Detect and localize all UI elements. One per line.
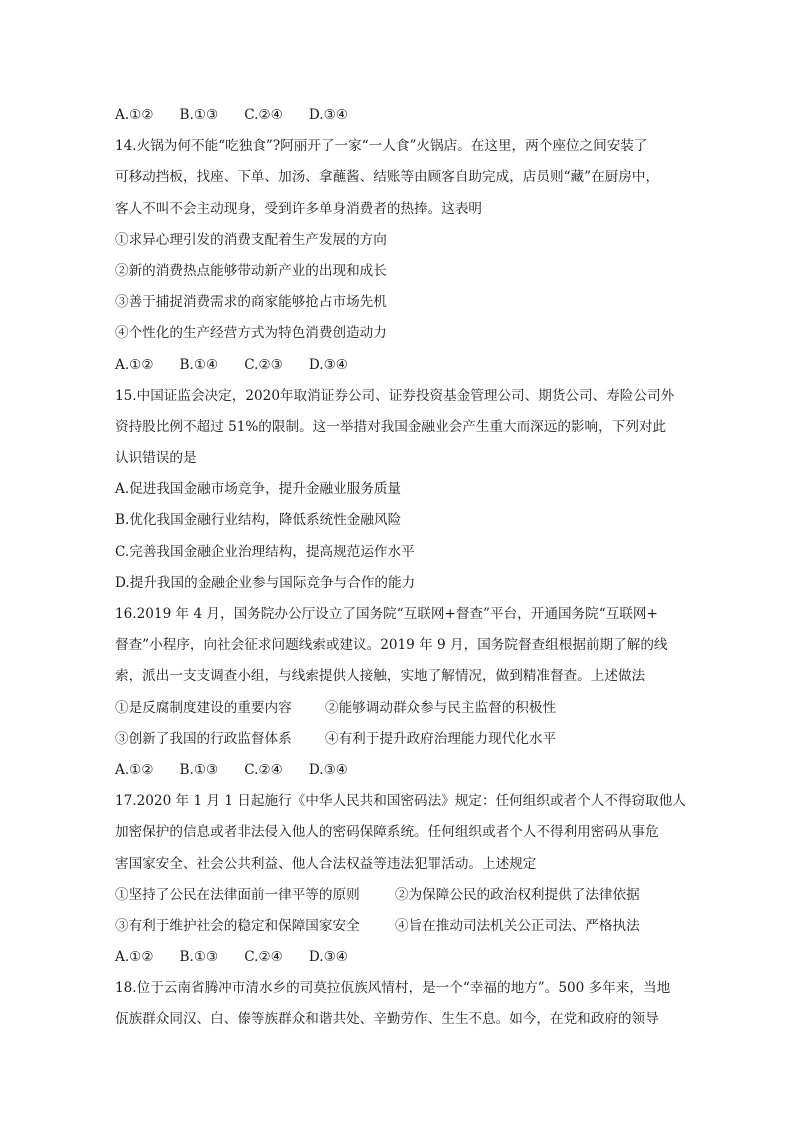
statement-row [115,693,685,724]
option-a: A.①② [115,949,154,966]
option-c: C.②④ [244,107,283,123]
exam-page [115,100,685,1036]
question-16 [115,599,685,786]
q13-options [115,100,685,131]
statement: ③有利于维护社会的稳定和保障国家安全 [115,917,360,934]
option-b: B.①③ [179,949,219,966]
question-text: 加密保护的信息或者非法侵入他人的密码保障系统。任何组织或者个人不得利用密码从事危 [115,824,659,841]
statement-row [115,911,685,942]
option-b: B.①④ [179,356,219,373]
statement: ④有利于提升政府治理能力现代化水平 [325,730,557,747]
question-text: 索，派出一支支调查小组，与线索提供人接触，实地了解情况，做到精准督查。上述做法 [115,668,646,685]
option-d: D.③④ [308,356,348,373]
question-text: 16.2019 年 4 月，国务院办公厅设立了国务院“互联网+督查”平台，开通国务院“互联网+ [115,606,658,622]
choice-c: C.完善我国金融企业治理结构，提高规范运作水平 [115,543,415,560]
q16-options [115,755,685,786]
statement: ②能够调动群众参与民主监督的积极性 [325,699,557,716]
question-text: 督查”小程序，向社会征求问题线索或建议。2019 年 9 月，国务院督查组根据前期了解的线 [115,637,668,654]
question-text: 18.位于云南省腾冲市清水乡的司莫拉佤族风情村，是一个“幸福的地方”。500 多年来，当地 [115,980,671,997]
q14-options [115,350,685,381]
question-14 [115,131,685,381]
statement: ②新的消费热点能够带动新产业的出现和成长 [115,262,387,279]
question-text: 14.火锅为何不能“吃独食”?阿丽开了一家“一人食”火锅店。在这里，两个座位之间安装了 [115,138,648,155]
option-d: D.③④ [308,949,348,966]
question-text: 资持股比例不超过 51%的限制。这一举措对我国金融业会产生重大而深远的影响，下列对此 [115,418,667,435]
option-c: C.②④ [244,949,283,966]
statement: ④个性化的生产经营方式为特色消费创造动力 [115,325,387,342]
question-text: 15.中国证监会决定，2020年取消证券公司、证券投资基金管理公司、期货公司、寿险公司外 [115,387,675,404]
option-c: C.②④ [244,761,283,778]
option-d: D.③④ [308,107,348,123]
statement: ④旨在推动司法机关公正司法、严格执法 [395,917,640,934]
question-text: 可移动挡板，找座、下单、加汤、拿蘸酱、结账等由顾客自助完成，店员则“藏”在厨房中， [115,169,660,186]
question-text: 认识错误的是 [115,450,197,467]
q17-options [115,942,685,973]
option-a: A.①② [115,107,154,123]
question-18 [115,973,685,1035]
choice-b: B.优化我国金融行业结构，降低系统性金融风险 [115,512,402,529]
question-text: 害国家安全、社会公共利益、他人合法权益等违法犯罪活动。上述规定 [115,855,537,872]
option-b: B.①③ [179,107,219,123]
statement: ①是反腐制度建设的重要内容 [115,699,292,716]
statement: ①求异心理引发的消费支配着生产发展的方向 [115,231,387,248]
statement-row [115,724,685,755]
choice-a: A.促进我国金融市场竞争，提升金融业服务质量 [115,481,402,498]
question-text: 客人不叫不会主动现身，受到许多单身消费者的热捧。这表明 [115,200,483,217]
option-d: D.③④ [308,761,348,778]
question-15 [115,381,685,599]
statement: ②为保障公民的政治权利提供了法律依据 [395,886,640,903]
choice-d: D.提升我国的金融企业参与国际竞争与合作的能力 [115,574,416,591]
option-b: B.①③ [179,761,219,778]
statement-row [115,880,685,911]
statement: ①坚持了公民在法律面前一律平等的原则 [115,886,360,903]
option-a: A.①② [115,356,154,373]
option-c: C.②③ [244,356,283,373]
statement: ③创新了我国的行政监督体系 [115,730,292,747]
question-17 [115,786,685,973]
statement: ③善于捕捉消费需求的商家能够抢占市场先机 [115,294,387,311]
question-text: 佤族群众同汉、白、傣等族群众和谐共处、辛勤劳作、生生不息。如今，在党和政府的领导 [115,1011,659,1028]
question-text: 17.2020 年 1 月 1 日起施行《中华人民共和国密码法》规定：任何组织或者个人不得窃取他人 [115,793,686,810]
option-a: A.①② [115,761,154,778]
